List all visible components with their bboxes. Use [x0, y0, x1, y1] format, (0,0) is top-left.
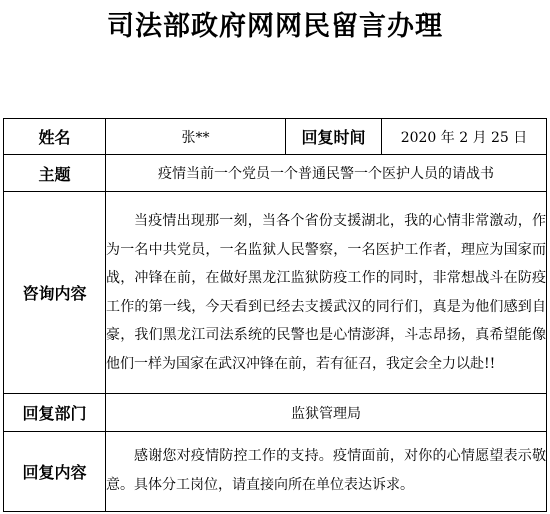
reply-dept-value: 监狱管理局 — [106, 394, 547, 432]
row-name — [4, 119, 547, 155]
subject-label: 主题 — [4, 155, 106, 192]
message-form-table — [3, 118, 547, 512]
reply-time-value: 2020 年 2 月 25 日 — [382, 119, 547, 155]
reply-content-text: 感谢您对疫情防控工作的支持。疫情面前，对你的心情愿望表示敬意。具体分工岗位，请直接向所在单位表达诉求。 — [106, 432, 547, 512]
name-value: 张** — [106, 119, 286, 155]
reply-content-label: 回复内容 — [4, 432, 106, 512]
row-subject — [4, 155, 547, 192]
name-label: 姓名 — [4, 119, 106, 155]
row-reply-dept — [4, 394, 547, 432]
row-consult — [4, 192, 547, 394]
document-title: 司法部政府网网民留言办理 — [107, 11, 443, 42]
reply-dept-label: 回复部门 — [4, 394, 106, 432]
row-reply-content — [4, 432, 547, 512]
reply-time-label: 回复时间 — [286, 119, 382, 155]
consult-text: 当疫情出现那一刻，当各个省份支援湖北，我的心情非常激动，作为一名中共党员，一名监狱人民警察，一名医护工作者，理应为国家而战，冲锋在前，在做好黑龙江监狱防疫工作的同时，非常想战斗在防疫工作的第一线，今天看到已经去支援武汉的同行们，真是为他们感到自豪，我们黑龙江司法系统的民警也是心情澎湃，斗志昂扬，真希望能像他们一样为国家在武汉冲锋在前，若有征召，我定会全力以赴!! — [106, 192, 547, 394]
subject-value: 疫情当前一个党员一个普通民警一个医护人员的请战书 — [106, 155, 547, 192]
consult-label: 咨询内容 — [4, 192, 106, 394]
